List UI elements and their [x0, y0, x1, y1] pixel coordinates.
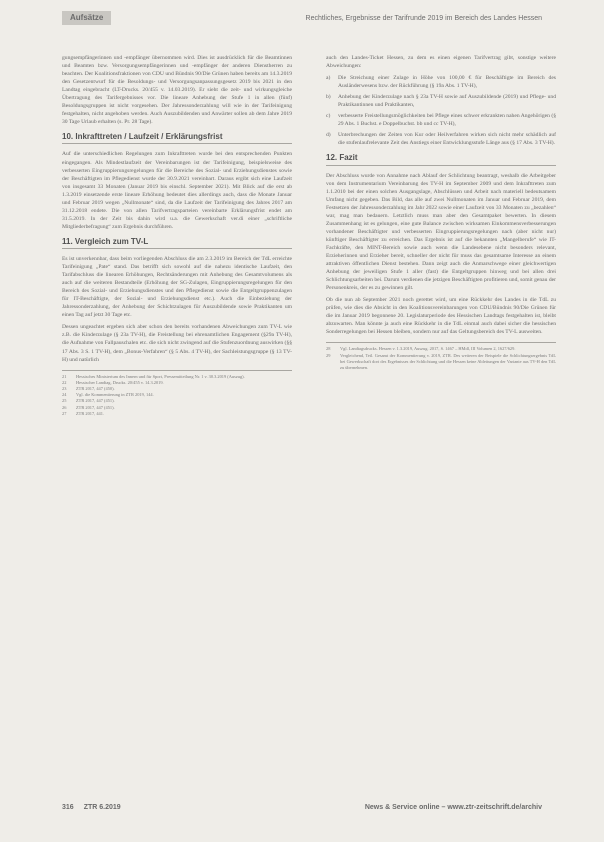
- page-header: [62, 8, 542, 28]
- section-paragraph-12a: Der Abschluss wurde von Annahme nach Ablauf der Schlichtung beantragt, weshalb die Arbeitgeber von dem Instrumentarium Vereinbarung des TV-H im September 2009 und dem Inkrafttreten zum 1.1.2010 bei der einen solchen Ausgangslage, Abschlüssen und Arbeit nach materiell bedeutsamem Umfang nicht gegeben. Das Bild, das alle auf zwei Nullmonaten im Januar und Februar 2019, dem Festsetzen der Jahressonderzahlung im Jahr 2022 sowie einer Laufzeit von 33 Monaten zu „bezahlen“ war, mag man bedauern. Letztlich muss man aber den Gesamtpaket bewerten. In diesem Zusammenhang ist es gelungen, eine gute Balance zwischen wirksamen Einkommensverbesserungen vorhandener Beschäftigter und verbesserten Eingruppierungsregelungen nach (aber nicht nur) künftiger Beschäftigter zu erreichen. Das Ergebnis ist auf die bekannten „Mangelberufe“ wie IT-Fachkräfte, den MINT-Bereich sowie auch wenn die Landesebene nicht besonders relevant, Erzieherinnen und Erzieher bereit, schneller der nicht für muss das gesamtsame Interesse an einem attraktiven öffentlichen Dienst bestehen. Dann zeigt auch die Anmarschwege einer gleichwertigen Anhebung der jeweiligen Stufe 1 aller (fast) die Entgeltgruppen hinweg und bei allen drei Schlichtungsarbeiten bei. Darum verdienen die jetzigen Beschäftigten profitieren und, somit genau der Personenkreis, der es zu gewinnen gilt.: [326, 172, 556, 292]
- list-marker: d): [326, 132, 331, 139]
- journal-issue: ZTR 6.2019: [83, 803, 121, 811]
- footnotes-right: [326, 342, 556, 371]
- footnote-number: 29: [326, 352, 331, 358]
- footnote-text: Hessischer Landtag, Drucks. 20/455 v. 14.3.2019.: [76, 379, 164, 385]
- intro-paragraph: gungsempfängerinnen und -empfänger übernommen wird. Dies ist ausdrücklich für die Beamtinnen und Beamten bzw. Versorgungsempfängerinnen und -empfänger der anderen Dienstherren zu beachten. Der Koalitionsfraktionen von CDU und Bündnis 90/Die Grünen haben bereits am 14.3.2019 den Gesetzentwurf für die Besoldungs- und Versorgungsanpassungsgesetz 2019 bis 2021 in den Landtag eingebracht (LT-Drucks. 20/455 v. 14.03.2019). Er sieht die zeit- und wirkungsgleiche Übertragung des Tarifergebnisses vor. Die lineare Anhebung der Stufe 1 in allen (fünf) Besoldungsgruppen ist nicht vorgesehen. Der Jahressonderzahlung will wie in der Tarifeinigung festgehalten, nicht angehoben werden. Auch Auszubildenden und Anwärter sollen ab dem Jahre 2019 30 Tage Urlaub erhalten (s. Pr. 28 Tage).: [62, 55, 292, 126]
- footnote-text: Hessisches Ministerium des Innern und für Sport, Pressemitteilung Nr. 1 v. 30.3.2019 (Auszug).: [76, 373, 245, 379]
- list-text: Anhebung der Kinderzulage nach § 23a TV-H sowie auf Auszubildende (2019) und Pflege- und Praktikantinnen und Praktikanten,: [338, 94, 556, 109]
- intro-paragraph: auch den Landes-Ticket Hessen, zu dem es einen eigenen Tarifvertrag gibt, sonstige weitere Abweichungen:: [326, 55, 556, 70]
- footnote-number: 25: [62, 398, 67, 404]
- left-column: [62, 54, 292, 417]
- footnote-number: 22: [62, 379, 67, 385]
- footnote-number: 23: [62, 386, 67, 391]
- section-paragraph-12b: Ob die nun ab September 2021 noch gerettet wird, um eine Rückkehr des Landes in die TdL zu prüfen, wie dies die Absicht in den Koalitionsvereinbarungen von CDU/Bündnis 90/Die Grünen für die im Januar 2019 begonnene 20. Legislaturperiode des Hessischen Landtags festgehalten ist, bleibt abzuwarten. Man könnte ja auch eine Rückkehr in die TdL einmal auch dabei sicher die hessischen Sonderregelungen bei Hessen bleiben, sondern nur auf das Geltungsbereich des TV-L ausweiten.: [326, 297, 556, 336]
- list-marker: b): [326, 94, 331, 101]
- footnote: [62, 411, 292, 417]
- footnote-text: ZTR 2017, 441.: [76, 410, 105, 416]
- right-column: [326, 54, 556, 371]
- section-paragraph-11b: Dessen ungeachtet ergeben sich aber schon den bereits vorhandenen Abweichungen zum TV-L wie z.B. die Kinderzulage (§ 23a TV-H), die Freistellung bei ehrenamtlichen Engagement (§29a TV-H), die Aufnahme von Fallpauschalen etc. die sich nicht zwingend auf die Stufenzuordnung auswirken (§§ 17 Abs. 3 S. 1 TV-H), dem „Bonus-Verfahren“ (§ 5 Abs. 4 TV-H), der Sachleistungsgruppe (§ 13 TV-H) und natürlich: [62, 324, 292, 363]
- footnote-text: Vergleichend, Teil. Gesamt der Kommentierung v. 2019, ZTR. Des weiteren der Beispiele die Schlichtungsergebnis TdL bei Gewerkschaft dort des Ergebnisses der Schlichtung und die Hessen keine Ableitungen der Variante aus TV-H den TdL zu übernehmen.: [340, 352, 556, 371]
- footnote-number: 28: [326, 346, 331, 352]
- footer-left: [62, 804, 121, 811]
- section-heading-12: 12. Fazit: [326, 154, 556, 165]
- footnote-number: 21: [62, 373, 67, 379]
- footer-link[interactable]: News & Service online – www.ztr-zeitschrift.de/archiv: [364, 803, 542, 811]
- footnotes-left: [62, 370, 292, 417]
- list-text: verbesserte Freistellungsmöglichkeiten bei Pflege eines schwer erkrankten nahen Angehörigen (§ 29 Abs. 1 Buchst. e Doppelbuchst. bb und cc TV-H),: [338, 113, 556, 128]
- footnote-text: ZTR 2017, 447 (451).: [76, 398, 115, 404]
- list-marker: a): [326, 75, 331, 82]
- section-paragraph-10: Auf die unterschiedlichen Regelungen zum Inkrafttreten wurde bei den entsprechenden Punkten eingegangen. Als Mindestlaufzeit der Vereinbarungen ist der Tarifeinigung, beispielsweise des verbesserten Eingruppierungsregelungen für die Bereiche des Sozial- und Erziehungsdienstes sowie der Beschäftigten im Pflegedienst wurde der 30.9.2021 vereinbart. Daraus ergibt sich eine Laufzeit von insgesamt 33 Monaten (Januar 2019 bis einschl. September 2021). Mit Blick auf die erst ab 1.3.2019 einsetzende erste lineare Erhöhung bedeutet dies allerdings auch, dass die Monate Januar und Februar 2019 wegen „Nullmonate“ sind, da die Laufzeit der Tarifeinigung des Jahres 2017 am 31.12.2018 endete. Die von allen Tarifvertragsparteien vereinbarte Erklärungsfrist endet am 31.5.2019. In der Zeit bis dahin wird u.a. die Gewerkschaft ver.di einer „schriftliche Mitgliederbefragung“ zum Ergebnis durchführen.: [62, 151, 292, 230]
- footnote-text: Vgl. Landtagsdrucks. Hessen v. 1.3.2019, Auszug. 2017, S. 1467 – HMdl, III Volumen 2, 1627/629.: [340, 346, 516, 352]
- footnote: [326, 353, 556, 372]
- footnote-number: 26: [62, 404, 67, 410]
- page-number: 316: [62, 803, 74, 811]
- footnote-number: 24: [62, 392, 67, 398]
- footnote-text: ZTR 2017, 447 (451).: [76, 404, 115, 410]
- section-heading-11: 11. Vergleich zum TV-L: [62, 238, 292, 249]
- footnote-text: ZTR 2017, 447 (450).: [76, 386, 115, 391]
- list-item: [326, 93, 556, 109]
- section-paragraph-11a: Es ist unverkennbar, dass beim vorliegenden Abschluss die am 2.3.2019 im Bereich der TdL erreichte Tarifeinigung „Pate“ stand. Das betrifft sich sowohl auf die nahezu identische Laufzeit, den Tarifabschluss die linearen Erhöhungen, Rechtsänderungen mit Anhebung des Gesamtvolumens als auch auf die weiteren Bestandteile (Erhöhung der SG-Zulagen, Eingruppierungsregelungen für den Bereich des Sozial- und Erziehungsdienstes und den Pflegedienst sowie die Entgeltgruppenzulagen für IT-Beschäftigte, der Sozial- und Erziehungsdienst etc.). Auch die Einbeziehung der Jahressonderzahlung, der Anhebung der Schichtzulagen für Auszubildende sowie Praktikanten um einen Tag auf jetzt 30 Tage etc.: [62, 255, 292, 319]
- list-text: Unterbrechungen der Zeiten von Kur oder Heilverfahren wirken sich nicht mehr schädlich auf die stufenlaufrelevante Zeit des Anstiegs einer Entwicklungsstufe Länge aus (§ 17 Abs. 3 TV-H).: [338, 132, 556, 147]
- list-item: [326, 112, 556, 128]
- running-title: Rechtliches, Ergebnisse der Tarifrunde 2019 im Bereich des Landes Hessen: [305, 14, 542, 22]
- footnote-number: 27: [62, 410, 67, 416]
- section-tab: Aufsätze: [62, 11, 111, 25]
- footnote-text: Vgl. die Kommentierung in ZTR 2019, 144.: [76, 392, 154, 398]
- list-marker: c): [326, 113, 331, 120]
- list-text: Die Streichung einer Zulage in Höhe von 100,00 € für Beschäftigte im Bereich des Ausländerwesens bzw. der Rückführung (§ 19a Abs. 1 TV-H),: [338, 75, 556, 90]
- section-heading-10: 10. Inkrafttreten / Laufzeit / Erklärungsfrist: [62, 133, 292, 144]
- page-footer: [62, 800, 542, 814]
- list-item: [326, 131, 556, 147]
- list-item: [326, 74, 556, 90]
